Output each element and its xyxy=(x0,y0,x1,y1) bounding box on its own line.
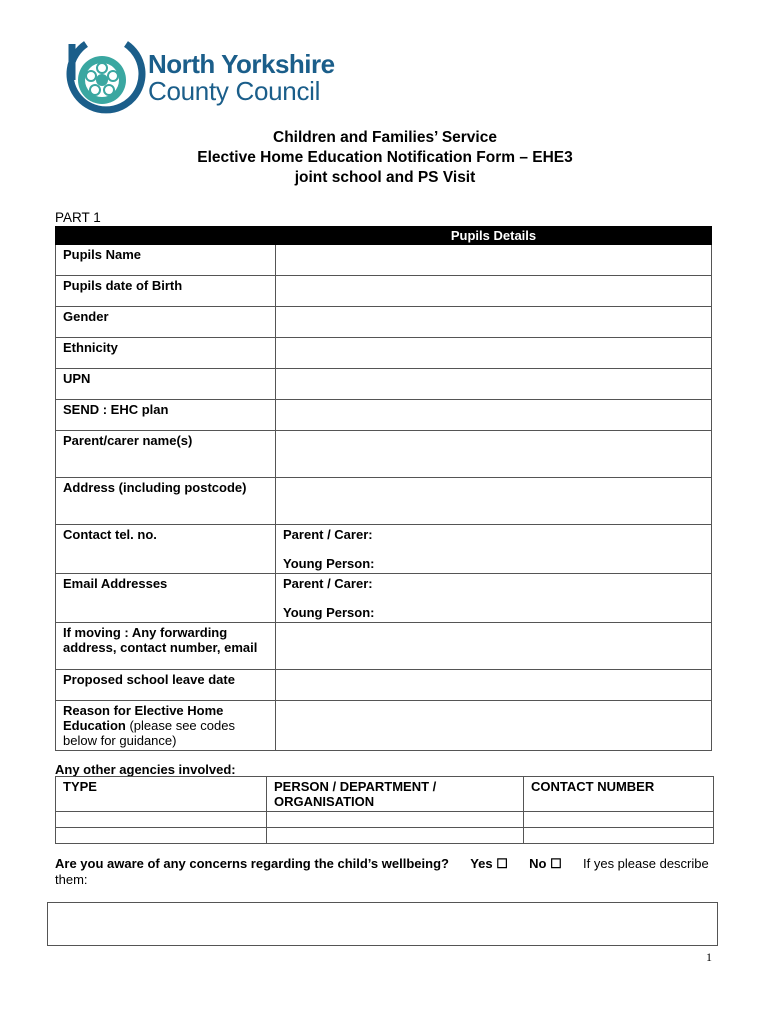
pupils-dob-field[interactable] xyxy=(276,276,712,307)
forwarding-address-field[interactable] xyxy=(276,623,712,670)
rose-emblem-icon xyxy=(66,40,146,120)
reason-field[interactable] xyxy=(276,701,712,751)
ethnicity-field[interactable] xyxy=(276,338,712,369)
wellbeing-question: Are you aware of any concerns regarding the child’s wellbeing? xyxy=(55,856,449,871)
send-label: SEND : EHC plan xyxy=(56,400,276,431)
agencies-table xyxy=(55,776,714,844)
email-label: Email Addresses xyxy=(56,574,276,623)
agencies-cell[interactable] xyxy=(267,828,524,844)
ethnicity-label: Ethnicity xyxy=(56,338,276,369)
agencies-cell[interactable] xyxy=(524,812,714,828)
concern-description-box[interactable] xyxy=(47,902,718,946)
contact-tel-label: Contact tel. no. xyxy=(56,525,276,574)
gender-field[interactable] xyxy=(276,307,712,338)
upn-field[interactable] xyxy=(276,369,712,400)
agencies-contact-header: CONTACT NUMBER xyxy=(524,777,714,812)
contact-parent-label: Parent / Carer: xyxy=(283,527,373,542)
parent-carer-field[interactable] xyxy=(276,431,712,478)
address-label: Address (including postcode) xyxy=(56,478,276,525)
forwarding-address-label: If moving : Any forwarding address, contact number, email xyxy=(56,623,276,670)
no-checkbox[interactable]: No ☐ xyxy=(529,856,562,871)
address-field[interactable] xyxy=(276,478,712,525)
if-yes-text: If yes please describe them: xyxy=(55,856,709,887)
agencies-cell[interactable] xyxy=(524,828,714,844)
upn-label: UPN xyxy=(56,369,276,400)
agencies-type-header: TYPE xyxy=(56,777,267,812)
pupils-name-field[interactable] xyxy=(276,245,712,276)
yes-checkbox[interactable]: Yes ☐ xyxy=(470,856,508,871)
pupils-dob-label: Pupils date of Birth xyxy=(56,276,276,307)
gender-label: Gender xyxy=(56,307,276,338)
email-young-person-label: Young Person: xyxy=(283,605,375,620)
council-logo xyxy=(66,40,356,120)
contact-young-person-label: Young Person: xyxy=(283,556,375,571)
leave-date-field[interactable] xyxy=(276,670,712,701)
email-parent-label: Parent / Carer: xyxy=(283,576,373,591)
pupils-details-header: Pupils Details xyxy=(276,227,712,245)
reason-label xyxy=(56,701,276,751)
title-line3: joint school and PS Visit xyxy=(294,169,476,186)
reason-label-bold: Reason for Elective Home Education xyxy=(63,703,224,733)
agencies-person-header: PERSON / DEPARTMENT / ORGANISATION xyxy=(267,777,524,812)
leave-date-label: Proposed school leave date xyxy=(56,670,276,701)
agencies-label: Any other agencies involved: xyxy=(55,762,236,777)
page-number: 1 xyxy=(706,950,712,964)
logo-line1: North Yorkshire xyxy=(148,49,335,79)
pupils-name-label: Pupils Name xyxy=(56,245,276,276)
agencies-cell[interactable] xyxy=(56,828,267,844)
logo-line2: County Council xyxy=(148,76,321,106)
contact-tel-field[interactable] xyxy=(276,525,712,574)
email-field[interactable] xyxy=(276,574,712,623)
agencies-cell[interactable] xyxy=(267,812,524,828)
agencies-cell[interactable] xyxy=(56,812,267,828)
part-label: PART 1 xyxy=(55,210,101,225)
document-title xyxy=(0,128,770,188)
wellbeing-concern xyxy=(55,856,715,888)
parent-carer-label: Parent/carer name(s) xyxy=(56,431,276,478)
reason-label-note: (please see codes below for guidance) xyxy=(63,718,235,748)
send-field[interactable] xyxy=(276,400,712,431)
title-line1: Children and Families’ Service xyxy=(273,129,497,146)
title-line2: Elective Home Education Notification Form – EHE3 xyxy=(197,149,573,166)
pupils-details-table xyxy=(55,226,712,751)
